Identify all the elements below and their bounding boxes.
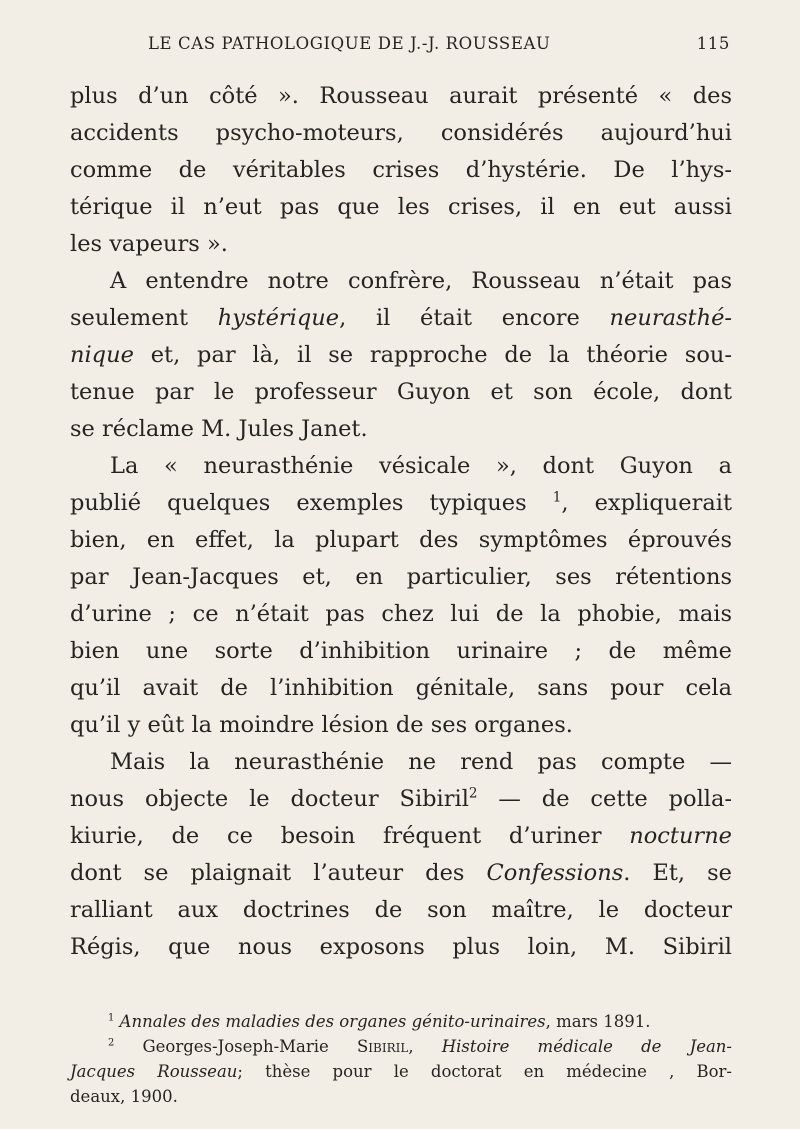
text-line (70, 855, 732, 892)
text-line: plus d’un côté ». Rousseau aurait présenté « des (70, 83, 732, 109)
text-run: kiurie, de ce besoin fréquent d’uriner (70, 823, 630, 849)
text-line: bien, en effet, la plupart des symptômes éprouvés (70, 527, 732, 553)
footnote-1 (70, 1009, 732, 1034)
text-line (70, 818, 732, 855)
italic-term: neurasthé- (609, 305, 733, 331)
footnote-source-title: Jacques Rousseau (70, 1062, 238, 1081)
italic-term: nocturne (629, 823, 732, 849)
text-run: dont se plaignait l’auteur des (70, 860, 487, 886)
text-line (70, 337, 732, 374)
author-name: Sibiril (356, 1037, 409, 1056)
text-line: par Jean-Jacques et, en particulier, ses rétentions (70, 564, 732, 590)
text-line: bien une sorte d’inhibition urinaire ; de même (70, 638, 732, 664)
text-run: , expliquerait (561, 490, 732, 516)
footnotes (70, 1009, 732, 1109)
body-text (70, 78, 732, 966)
footnote-source-title: Histoire médicale de Jean- (441, 1037, 733, 1056)
text-line (70, 485, 732, 522)
text-run: — de cette polla- (477, 786, 732, 812)
text-line (70, 300, 732, 337)
footnote-2-cont (70, 1059, 732, 1084)
footnote-ref: 1 (552, 489, 562, 506)
italic-term: hystérique (217, 305, 340, 331)
text-run: , (408, 1037, 442, 1056)
footnote-ref: 2 (468, 785, 478, 802)
text-line: Régis, que nous exposons plus loin, M. Sibiril (70, 934, 732, 960)
text-line: qu’il y eût la moindre lésion de ses organes. (70, 712, 573, 738)
text-line: se réclame M. Jules Janet. (70, 416, 368, 442)
text-run: , il était encore (339, 305, 610, 331)
text-line: ralliant aux doctrines de son maître, le docteur (70, 897, 732, 923)
page-number: 115 (696, 34, 730, 53)
text-line: A entendre notre confrère, Rousseau n’était pas (110, 268, 732, 294)
italic-term: nique (70, 342, 134, 368)
footnote-source-title: Annales des maladies des organes génito-urinaires (119, 1012, 546, 1031)
text-run: nous objecte le docteur Sibiril (70, 786, 469, 812)
text-run: ; thèse pour le doctorat en médecine , Bor- (237, 1062, 732, 1081)
text-run: publié quelques exemples typiques (70, 490, 553, 516)
text-run: . Et, se (623, 860, 733, 886)
text-run: Georges-Joseph-Marie (142, 1037, 357, 1056)
text-run: seulement (70, 305, 218, 331)
footnote-2-cont: deaux, 1900. (70, 1087, 178, 1106)
footnote-number: 1 (108, 1012, 115, 1024)
text-run: et, par là, il se rapproche de la théorie sou- (133, 342, 732, 368)
text-line: Mais la neurasthénie ne rend pas compte — (110, 749, 732, 775)
text-line: térique il n’eut pas que les crises, il en eut aussi (70, 194, 732, 220)
text-line: La « neurasthénie vésicale », dont Guyon a (110, 453, 732, 479)
text-line (70, 781, 732, 818)
footnote-2 (70, 1034, 732, 1059)
text-line: d’urine ; ce n’était pas chez lui de la phobie, mais (70, 601, 732, 627)
text-line: qu’il avait de l’inhibition génitale, sans pour cela (70, 675, 732, 701)
text-line: tenue par le professeur Guyon et son école, dont (70, 379, 732, 405)
text-line: les vapeurs ». (70, 231, 228, 257)
text-line: accidents psycho-moteurs, considérés aujourd’hui (70, 120, 732, 146)
text-line: comme de véritables crises d’hystérie. De l’hys- (70, 157, 732, 183)
text-run: , mars 1891. (545, 1012, 651, 1031)
footnote-number: 2 (108, 1037, 115, 1049)
italic-title: Confessions (486, 860, 624, 886)
running-head-title: LE CAS PATHOLOGIQUE DE J.-J. ROUSSEAU (148, 34, 551, 53)
running-head (70, 34, 730, 64)
